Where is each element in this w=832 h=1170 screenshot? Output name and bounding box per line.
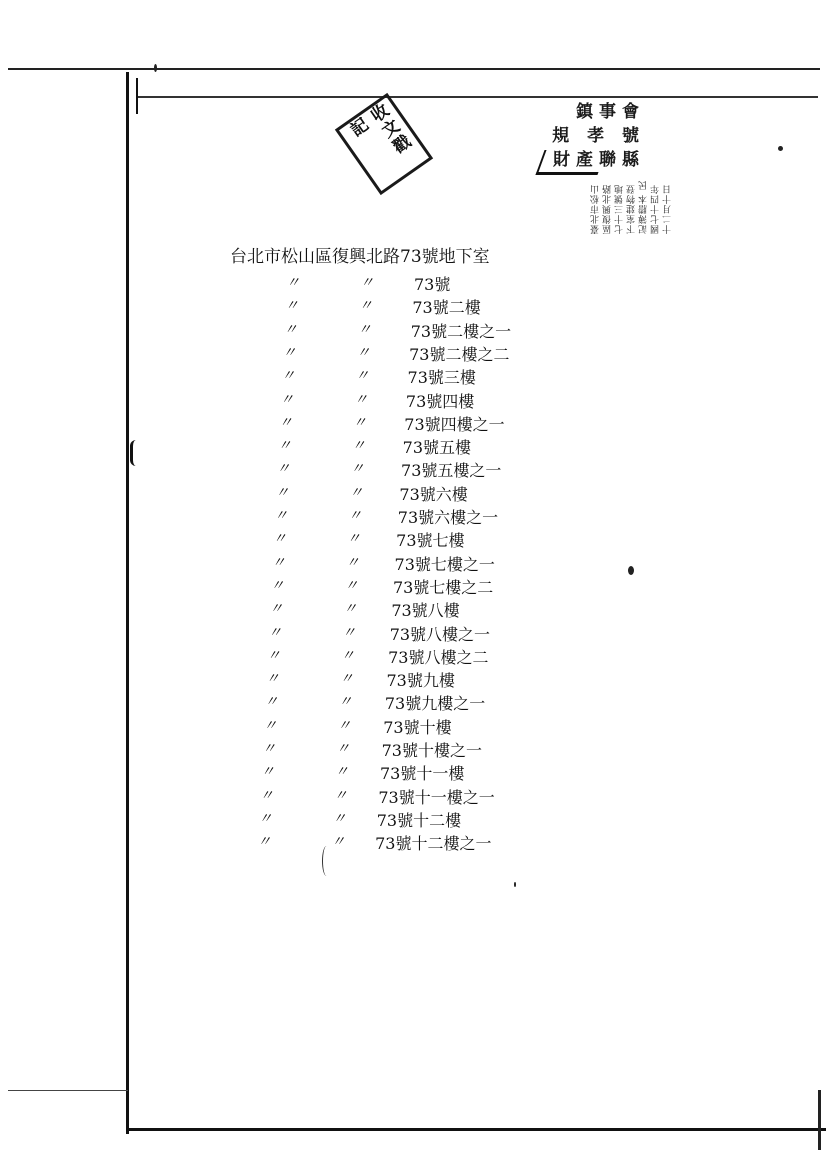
- scan-bottom-rule: [126, 1128, 826, 1131]
- address-text: 73號八樓之二: [388, 647, 489, 667]
- address-text: 73號四樓之一: [404, 414, 505, 434]
- ditto-mark-city: 〃: [257, 834, 272, 851]
- ditto-mark-city: 〃: [264, 694, 279, 711]
- ditto-mark-city: 〃: [258, 810, 273, 827]
- scan-speck: [514, 882, 516, 887]
- address-text: 73號八樓: [391, 601, 460, 621]
- address-text: 73號九樓之一: [384, 694, 486, 714]
- address-text: 73號七樓之一: [394, 554, 495, 574]
- ditto-mark-city: 〃: [259, 787, 274, 804]
- scan-inner-top-rule: [138, 96, 818, 98]
- ditto-mark-city: 〃: [260, 764, 275, 781]
- ditto-mark-city: 〃: [263, 717, 278, 734]
- address-text: 73號二樓: [412, 298, 481, 318]
- ditto-mark-city: 〃: [269, 601, 284, 618]
- address-header: 台北市松山區復興北路73號地下室: [230, 247, 490, 267]
- office-stamp-blot: [535, 150, 606, 175]
- ditto-mark-road: 〃: [334, 764, 349, 781]
- ditto-mark-city: 〃: [272, 531, 287, 548]
- ditto-mark-road: 〃: [345, 554, 360, 571]
- ditto-mark-road: 〃: [333, 787, 348, 804]
- scan-left-edge-tick: [136, 78, 138, 114]
- receipt-stamp: [335, 93, 433, 195]
- address-text: 73號四樓: [405, 391, 475, 411]
- address-text: 73號十一樓: [379, 764, 465, 784]
- ditto-mark-road: 〃: [357, 321, 372, 338]
- scan-top-rule: [8, 68, 820, 70]
- address-text: 73號十二樓: [376, 810, 462, 830]
- ditto-mark-city: 〃: [282, 344, 297, 361]
- ditto-mark-road: 〃: [350, 461, 365, 478]
- ditto-mark-city: 〃: [270, 577, 285, 594]
- ditto-mark-city: 〃: [262, 741, 276, 757]
- ditto-mark-road: 〃: [338, 694, 353, 711]
- ditto-mark-road: 〃: [348, 508, 362, 524]
- address-text: 73號五樓: [402, 438, 472, 458]
- ditto-mark-city: 〃: [284, 298, 299, 315]
- office-stamp-line: 財產聯縣: [553, 150, 645, 170]
- ditto-mark-city: 〃: [268, 624, 282, 641]
- ditto-mark-city: 〃: [277, 438, 292, 455]
- address-text: 73號五樓之一: [401, 461, 502, 481]
- address-text: 73號十一樓之一: [378, 787, 495, 807]
- address-text: 73號十樓: [383, 717, 452, 737]
- scan-left-bracket-mark: [130, 440, 137, 466]
- ditto-mark-road: 〃: [342, 624, 356, 641]
- office-stamp: [500, 100, 645, 176]
- office-stamp-line: 鎮事會: [576, 102, 645, 122]
- ditto-mark-road: 〃: [339, 671, 354, 688]
- address-text: 73號十二樓之一: [375, 834, 492, 854]
- ditto-mark-road: 〃: [331, 834, 346, 851]
- ditto-mark-road: 〃: [340, 647, 355, 664]
- ditto-mark-city: 〃: [271, 554, 286, 571]
- address-text: 73號十樓之一: [381, 741, 482, 760]
- ditto-mark-city: 〃: [275, 484, 290, 501]
- address-text: 73號七樓之二: [392, 577, 494, 597]
- address-text: 73號二樓之二: [409, 344, 510, 364]
- ditto-mark-road: 〃: [355, 368, 370, 385]
- ditto-mark-city: 〃: [276, 461, 291, 478]
- address-text: 73號八樓之一: [389, 624, 491, 644]
- address-text: 73號六樓: [399, 484, 468, 504]
- ditto-mark-city: 〃: [266, 647, 281, 664]
- scan-right-edge: [818, 1090, 821, 1150]
- address-text: 73號九樓: [386, 671, 455, 691]
- ditto-mark-road: 〃: [352, 414, 367, 431]
- scan-speck: [154, 64, 157, 72]
- address-text: 73號: [414, 275, 451, 294]
- ditto-mark-city: 〃: [281, 368, 296, 385]
- ditto-mark-road: 〃: [343, 601, 358, 618]
- ditto-mark-city: 〃: [265, 671, 280, 688]
- ditto-mark-city: 〃: [286, 275, 300, 291]
- ditto-mark-road: 〃: [354, 391, 368, 408]
- ditto-mark-road: 〃: [344, 577, 359, 594]
- scan-speck: [628, 566, 634, 575]
- address-text: 73號三樓: [407, 368, 476, 388]
- ditto-mark-road: 〃: [346, 531, 361, 548]
- ditto-mark-road: 〃: [358, 298, 373, 315]
- ditto-mark-road: 〃: [351, 438, 366, 455]
- ditto-mark-road: 〃: [337, 717, 352, 734]
- ditto-mark-city: 〃: [280, 391, 294, 408]
- ditto-mark-road: 〃: [349, 484, 364, 501]
- vertical-annotation: 臺北市松山區復興北路七十三號地下室建物登記簿謄本 民國七十四年十二月十日: [591, 180, 673, 234]
- ditto-mark-road: 〃: [356, 344, 371, 361]
- ditto-mark-city: 〃: [274, 508, 288, 524]
- receipt-stamp-text: 收文戳記: [343, 101, 414, 160]
- ditto-mark-road: 〃: [336, 741, 350, 757]
- address-text: 73號六樓之一: [397, 508, 499, 527]
- scan-bottom-thin-rule: [8, 1090, 128, 1091]
- address-text: 73號二樓之一: [410, 321, 512, 341]
- ditto-mark-city: 〃: [283, 321, 298, 338]
- scan-left-edge: [126, 72, 129, 1134]
- ditto-mark-city: 〃: [278, 414, 293, 431]
- address-text: 73號七樓: [396, 531, 465, 551]
- scan-curl-mark: [322, 846, 331, 876]
- ditto-mark-road: 〃: [332, 810, 347, 827]
- ditto-mark-road: 〃: [360, 275, 374, 291]
- scan-speck: [778, 146, 783, 151]
- office-stamp-line: 規 孝 號: [552, 126, 645, 146]
